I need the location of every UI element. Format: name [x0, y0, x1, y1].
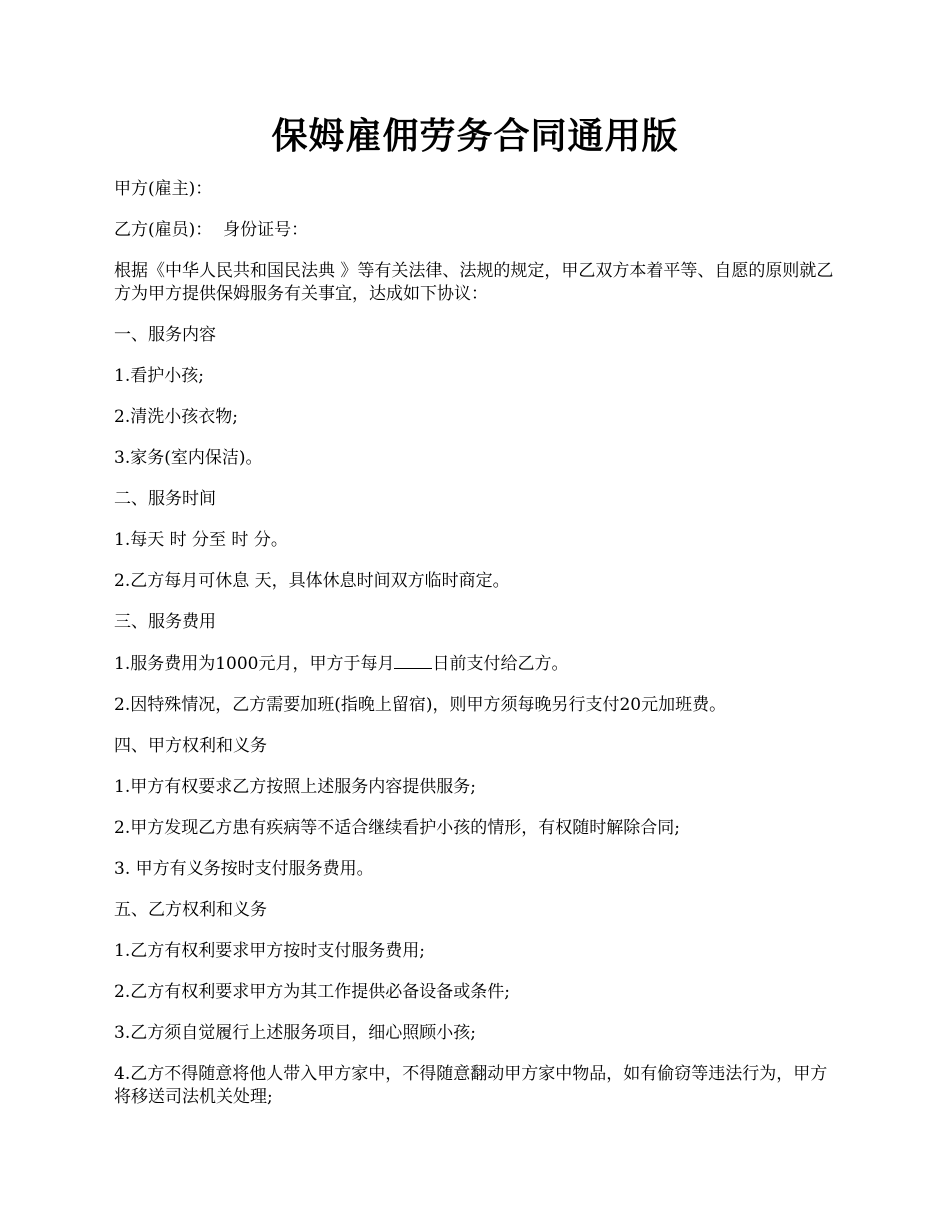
clause-item: 2.乙方每月可休息 天，具体休息时间双方临时商定。 — [114, 571, 510, 591]
section-heading-service-time: 二、服务时间 — [114, 489, 216, 509]
section-heading-service-fee: 三、服务费用 — [114, 612, 216, 632]
section-heading-service-content: 一、服务内容 — [114, 325, 216, 345]
fee-clause-before: 1.服务费用为1000元月，甲方于每月 — [114, 654, 395, 674]
document-title: 保姆雇佣劳务合同通用版 — [271, 115, 679, 157]
clause-item: 2.因特殊情况，乙方需要加班(指晚上留宿)，则甲方须每晚另行支付20元加班费。 — [114, 695, 727, 715]
party-b-line: 乙方(雇员)： 身份证号： — [114, 220, 309, 240]
clause-item: 1.乙方有权利要求甲方按时支付服务费用; — [114, 941, 425, 961]
fee-clause-after: 日前支付给乙方。 — [432, 654, 569, 674]
clause-item: 2.甲方发现乙方患有疾病等不适合继续看护小孩的情形，有权随时解除合同; — [114, 818, 680, 838]
preamble-paragraph: 根据《中华人民共和国民法典 》等有关法律、法规的规定，甲乙双方本着平等、自愿的原则就乙方为甲方提供保姆服务有关事宜，达成如下协议： — [114, 261, 834, 304]
clause-item: 2.乙方有权利要求甲方为其工作提供必备设备或条件; — [114, 982, 510, 1002]
clause-item: 1.看护小孩; — [114, 366, 204, 386]
clause-item: 3.家务(室内保洁)。 — [114, 448, 263, 468]
clause-item: 1.甲方有权要求乙方按照上述服务内容提供服务; — [114, 777, 476, 797]
document-body — [114, 178, 844, 1127]
clause-item: 4.乙方不得随意将他人带入甲方家中，不得随意翻动甲方家中物品，如有偷窃等违法行为，甲方将移送司法机关处理; — [114, 1064, 828, 1107]
fee-clause — [114, 652, 844, 676]
clause-item: 3.乙方须自觉履行上述服务项目，细心照顾小孩; — [114, 1023, 476, 1043]
clause-item: 1.每天 时 分至 时 分。 — [114, 530, 288, 550]
clause-item: 2.清洗小孩衣物; — [114, 407, 238, 427]
party-a-line: 甲方(雇主)： — [114, 179, 213, 199]
payment-day-blank — [394, 652, 432, 669]
section-heading-party-a-rights: 四、甲方权利和义务 — [114, 736, 267, 756]
clause-item: 3. 甲方有义务按时支付服务费用。 — [114, 859, 374, 879]
section-heading-party-b-rights: 五、乙方权利和义务 — [114, 900, 267, 920]
